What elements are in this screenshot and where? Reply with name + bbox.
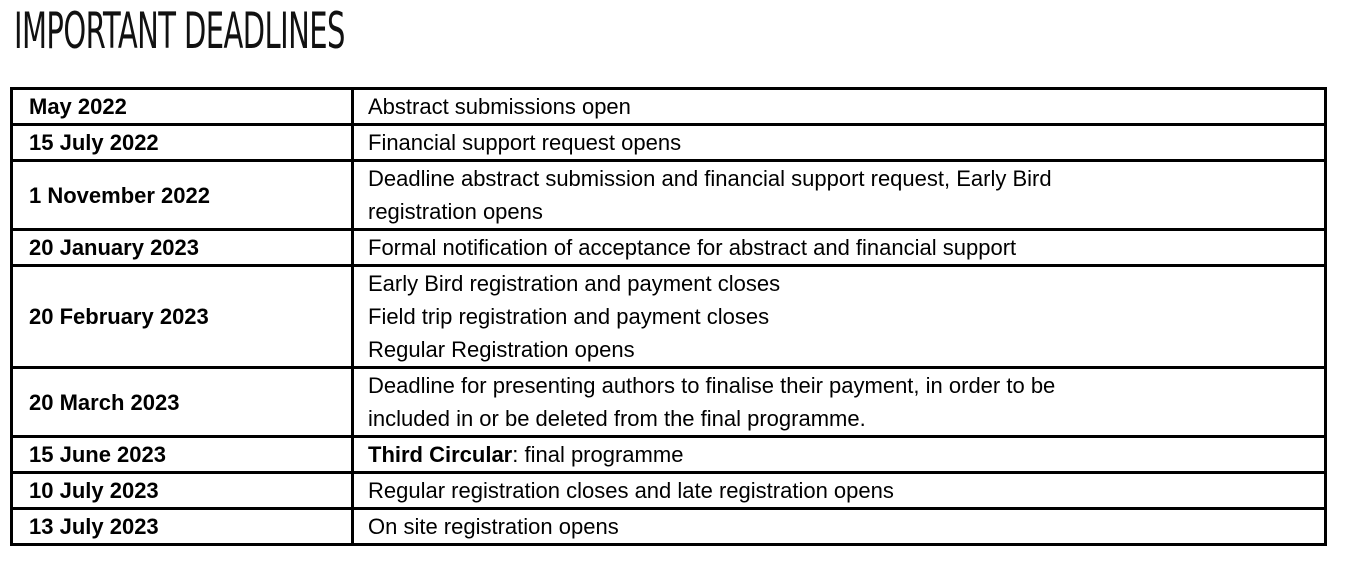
event-line: Deadline abstract submission and financial support request, Early Bird: [368, 166, 1052, 191]
page-title: IMPORTANT DEADLINES: [14, 2, 345, 60]
date-cell: 15 June 2023: [12, 437, 353, 473]
table-row: [12, 161, 1326, 230]
date-cell: 13 July 2023: [12, 509, 353, 545]
event-cell: [353, 509, 1326, 545]
table-row: [12, 89, 1326, 125]
event-line: Field trip registration and payment closes: [368, 304, 770, 329]
event-line: On site registration opens: [368, 514, 619, 539]
event-line: Abstract submissions open: [368, 94, 631, 119]
event-cell: [353, 473, 1326, 509]
date-cell: 10 July 2023: [12, 473, 353, 509]
table-row: [12, 230, 1326, 266]
event-rest: : final programme: [512, 442, 684, 467]
deadlines-table: [10, 87, 1327, 546]
date-cell: 15 July 2022: [12, 125, 353, 161]
table-row: [12, 437, 1326, 473]
event-cell: [353, 161, 1326, 230]
event-line: Regular Registration opens: [368, 337, 635, 362]
date-cell: 1 November 2022: [12, 161, 353, 230]
event-line: Deadline for presenting authors to finalise their payment, in order to be: [368, 373, 1056, 398]
event-cell: [353, 368, 1326, 437]
event-cell: [353, 266, 1326, 368]
date-cell: May 2022: [12, 89, 353, 125]
table-row: [12, 509, 1326, 545]
event-cell: [353, 437, 1326, 473]
event-cell: [353, 125, 1326, 161]
date-cell: 20 March 2023: [12, 368, 353, 437]
table-row: [12, 368, 1326, 437]
event-line: Financial support request opens: [368, 130, 682, 155]
event-line: Early Bird registration and payment closes: [368, 271, 781, 296]
date-cell: 20 February 2023: [12, 266, 353, 368]
event-cell: [353, 89, 1326, 125]
event-line: included in or be deleted from the final programme.: [368, 406, 866, 431]
date-cell: 20 January 2023: [12, 230, 353, 266]
table-row: [12, 473, 1326, 509]
event-cell: [353, 230, 1326, 266]
event-bold-prefix: Third Circular: [368, 442, 513, 467]
event-line: registration opens: [368, 199, 543, 224]
table-row: [12, 125, 1326, 161]
event-line: Regular registration closes and late registration opens: [368, 478, 894, 503]
event-line: Formal notification of acceptance for abstract and financial support: [368, 235, 1017, 260]
table-row: [12, 266, 1326, 368]
